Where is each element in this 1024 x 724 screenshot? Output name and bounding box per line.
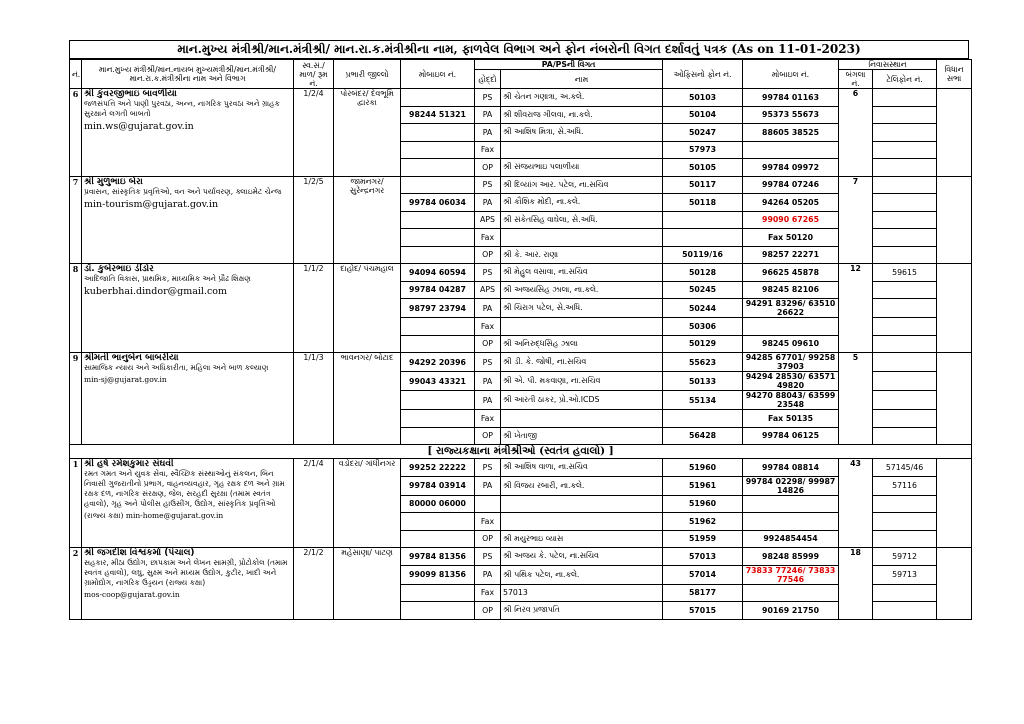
minister-mobile (401, 584, 475, 602)
pa-name: શ્રી આશિષ મિત્રા, સે.અધિ. (501, 124, 663, 142)
seat-room: 2/1/4 (294, 459, 334, 548)
pa-mobile: Fax 50120 (743, 229, 839, 247)
assembly-seat (937, 353, 972, 445)
pa-name: શ્રી દિવ્યાંગ આર. પટેલ, ના.સચિવ (501, 176, 663, 194)
pa-post: OP (475, 602, 501, 620)
pa-name: 57013 (501, 584, 663, 602)
office-phone: 51960 (663, 459, 743, 477)
minister-mobile (401, 335, 475, 353)
pa-name: શ્રી આશિષ વાળા, ના.સચિવ (501, 459, 663, 477)
seat-room: 1/2/5 (294, 176, 334, 264)
minister-cell (82, 459, 294, 548)
pa-mobile: 9924854454 (743, 530, 839, 548)
pa-post: Fax (475, 410, 501, 428)
header-name: માન.મુખ્ય મંત્રીશ્રી/માન.નાયબ મુખ્યમંત્રીશ્રી/માન.મંત્રીશ્રી/ માન.રા.ક.મંત્રીશ્રીના નામ અને વિભાગ (82, 60, 294, 89)
pa-mobile (743, 495, 839, 513)
pa-post: Fax (475, 513, 501, 531)
pa-name: શ્રી કે. આર. રાણા (501, 246, 663, 264)
residence-telephone (873, 159, 937, 177)
minister-name: શ્રી મુળુભાઇ બેરા (84, 176, 143, 187)
pa-mobile: 99784 08814 (743, 459, 839, 477)
pa-post: PS (475, 548, 501, 566)
pa-post: APS (475, 281, 501, 299)
seat-room: 1/2/4 (294, 89, 334, 177)
minister-mobile (401, 318, 475, 336)
minister-mobile (401, 391, 475, 410)
residence-telephone (873, 281, 937, 299)
minister-mobile: 99784 04287 (401, 281, 475, 299)
pa-name: શ્રી અજય કે. પટેલ, ના.સચિવ (501, 548, 663, 566)
minister-mobile (401, 246, 475, 264)
residence-telephone (873, 89, 937, 107)
pa-post: PA (475, 565, 501, 584)
pa-post: PS (475, 89, 501, 107)
assembly-seat (937, 548, 972, 620)
header-pa-mobile: મોબાઇલ નં. (743, 60, 839, 89)
pa-post (475, 495, 501, 513)
bungalow-number: 5 (839, 353, 873, 445)
header-post: હોદ્દો (475, 70, 501, 89)
minister-email: min-sj@gujarat.gov.in (84, 375, 167, 384)
minister-mobile (401, 211, 475, 229)
minister-department: સામાજિક ન્યાય અને અધિકારીતા, મહિલા અને બાળ કલ્યાણ (84, 363, 269, 372)
pa-name: શ્રી સંકેતસિંહ વાઘેલા, સે.અધિ. (501, 211, 663, 229)
assembly-seat (937, 89, 972, 177)
office-phone: 50118 (663, 194, 743, 212)
pa-post: OP (475, 427, 501, 445)
minister-email: mos-coop@gujarat.gov.in (84, 590, 180, 599)
minister-mobile: 99252 22222 (401, 459, 475, 477)
minister-department: પ્રવાસન, સાંસ્કૃતિક પ્રવૃત્તિઓ, વન અને પર્યાવરણ, ક્લાઇમેટ ચેન્જ (84, 186, 282, 196)
residence-telephone (873, 391, 937, 410)
header-pa-name: નામ (501, 70, 663, 89)
assembly-seat (937, 264, 972, 353)
minister-mobile: 94292 20396 (401, 353, 475, 372)
pa-mobile: 98245 82106 (743, 281, 839, 299)
minister-cell (82, 89, 294, 177)
residence-telephone: 57145/46 (873, 459, 937, 477)
minister-cell (82, 264, 294, 353)
office-phone: 57015 (663, 602, 743, 620)
header-residence: નિવાસસ્થાન (839, 60, 937, 70)
minister-number: 7 (70, 176, 82, 264)
pa-name: શ્રી ડી. કે. જોષી, ના.સચિવ (501, 353, 663, 372)
assembly-seat (937, 459, 972, 548)
pa-mobile: 94294 28530/ 63571 49820 (743, 372, 839, 391)
section-heading-row (70, 445, 972, 459)
minister-name: શ્રી કુંવરજીભાઇ બાવળીયા (84, 89, 177, 99)
pa-post: APS (475, 211, 501, 229)
minister-mobile (401, 427, 475, 445)
pa-name: શ્રી પથિક પટેલ, ના.કલે. (501, 565, 663, 584)
table-row (70, 459, 972, 477)
pa-name: શ્રી આરતી ઠાકર, પ્રો.ઓ.ICDS (501, 391, 663, 410)
office-phone: 50103 (663, 89, 743, 107)
minister-name: શ્રીમતી ભાનુબેન બાબરીયા (84, 353, 179, 363)
office-phone: 50117 (663, 176, 743, 194)
residence-telephone (873, 410, 937, 428)
minister-mobile: 99784 03914 (401, 476, 475, 495)
residence-telephone (873, 141, 937, 159)
pa-post: PA (475, 106, 501, 124)
minister-email: (રાજ્ય કક્ષા) min-home@gujarat.gov.in (84, 511, 224, 520)
pa-mobile: 99784 07246 (743, 176, 839, 194)
residence-telephone (873, 176, 937, 194)
office-phone: 51962 (663, 513, 743, 531)
header-assembly: વિધાન સભા (937, 60, 972, 89)
pa-mobile: 98248 85999 (743, 548, 839, 566)
minister-number: 8 (70, 264, 82, 353)
minister-department: આદિજાતિ વિકાસ, પ્રાથમિક, માધ્યમિક અને પ્રૌઢ શિક્ષણ (84, 274, 251, 283)
minister-number: 6 (70, 89, 82, 177)
pa-post: PA (475, 124, 501, 142)
pa-post: PA (475, 299, 501, 318)
residence-telephone (873, 229, 937, 247)
pa-name: શ્રી એ. પી. મકવાણા, ના.સચિવ (501, 372, 663, 391)
pa-name (501, 229, 663, 247)
minister-mobile (401, 229, 475, 247)
seat-room: 1/1/2 (294, 264, 334, 353)
header-bungalow: બંગલા નં. (839, 70, 873, 89)
office-phone (663, 410, 743, 428)
pa-post: OP (475, 530, 501, 548)
minister-name: શ્રી હર્ષ રમેશકુમાર સંઘવી (84, 459, 174, 469)
pa-mobile: 73833 77246/ 73833 77546 (743, 565, 839, 584)
table-body (70, 89, 972, 620)
pa-mobile: 98257 22271 (743, 246, 839, 264)
minister-department: રમત ગમત અને યુવક સેવા, સ્વૈચ્છિક સંસ્થાઓનું સંકલન, બિન નિવાસી ગુજરાતીનો પ્રભાગ, વાહનવ્યવહાર, ગૃહ રક્ષક દળ અને ગ્રામ રક્ષક દળ, નાગરિક સંરક્ષણ, જેલ, સરહદી સુરક્ષા (તમામ સ્વતંત્ર હવાલો), ગૃહ અને પોલીસ હાઉસીંગ, ઉદ્યોગ, સાંસ્કૃતિક પ્રવૃત્તિઓ (84, 469, 285, 508)
bungalow-number: 12 (839, 264, 873, 353)
pa-mobile: Fax 50135 (743, 410, 839, 428)
office-phone: 51959 (663, 530, 743, 548)
pa-post: OP (475, 159, 501, 177)
header-seat: સ્વ.સં./ માળ/ રૂમ નં. (294, 60, 334, 89)
residence-telephone: 59712 (873, 548, 937, 566)
pa-name: શ્રી કૌશિક મોદી, ના.કલે. (501, 194, 663, 212)
pa-post: Fax (475, 141, 501, 159)
pa-mobile: 95373 55673 (743, 106, 839, 124)
pa-post: OP (475, 246, 501, 264)
minister-email: kuberbhai.dindor@gmail.com (84, 286, 228, 297)
office-phone: 50104 (663, 106, 743, 124)
bungalow-number: 6 (839, 89, 873, 177)
pa-post: PS (475, 176, 501, 194)
minister-mobile (401, 124, 475, 142)
minister-cell (82, 176, 294, 264)
pa-name: શ્રી શીવરાજ ગીલવા, ના.કલે. (501, 106, 663, 124)
pa-mobile: 99784 09972 (743, 159, 839, 177)
pa-mobile: 99090 67265 (743, 211, 839, 229)
pa-post: OP (475, 335, 501, 353)
pa-name: શ્રી વિજય રબારી, ના.કલે. (501, 476, 663, 495)
seat-room: 1/1/3 (294, 353, 334, 445)
residence-telephone (873, 124, 937, 142)
minister-number: 9 (70, 353, 82, 445)
minister-mobile (401, 410, 475, 428)
minister-mobile (401, 141, 475, 159)
pa-mobile: 94291 83296/ 63510 26622 (743, 299, 839, 318)
minister-number: 1 (70, 459, 82, 548)
minister-mobile: 99784 81356 (401, 548, 475, 566)
document-title: માન.મુખ્ય મંત્રીશ્રી/માન.મંત્રીશ્રી/ માન.રા.ક.મંત્રીશ્રીના નામ, ફાળવેલ વિભાગ અને ફોન નંબરોની વિગત દર્શાવતું પત્રક (As on 11-01-2023) (69, 40, 969, 59)
pa-name: શ્રી ચિરાગ પટેલ, સે.અધિ. (501, 299, 663, 318)
header-district: પ્રભારી જીલ્લો (334, 60, 401, 89)
office-phone: 50244 (663, 299, 743, 318)
residence-telephone (873, 513, 937, 531)
pa-name: શ્રી મેહુલ વસાવા, ના.સચિવ (501, 264, 663, 282)
pa-name (501, 513, 663, 531)
office-phone: 57014 (663, 565, 743, 584)
minister-mobile (401, 159, 475, 177)
office-phone: 50306 (663, 318, 743, 336)
office-phone: 50247 (663, 124, 743, 142)
pa-mobile: 88605 38525 (743, 124, 839, 142)
pa-post: PS (475, 459, 501, 477)
office-phone (663, 229, 743, 247)
residence-telephone (873, 584, 937, 602)
residence-telephone (873, 353, 937, 372)
pa-name: શ્રી મયુરભાઇ વ્યાસ (501, 530, 663, 548)
header-pa-group: PA/PSની વિગત (475, 60, 663, 70)
pa-name: શ્રી નિરવ પ્રજાપતિ (501, 602, 663, 620)
minister-mobile: 80000 06000 (401, 495, 475, 513)
residence-telephone (873, 335, 937, 353)
table-row (70, 353, 972, 372)
office-phone: 55623 (663, 353, 743, 372)
table-row (70, 176, 972, 194)
pa-mobile (743, 584, 839, 602)
minister-mobile: 98244 51321 (401, 106, 475, 124)
residence-telephone (873, 194, 937, 212)
minister-number: 2 (70, 548, 82, 620)
charge-district: દાહોદ/ પંચમહાલ (334, 264, 401, 353)
minister-mobile: 94094 60594 (401, 264, 475, 282)
minister-email: min-tourism@gujarat.gov.in (84, 198, 219, 210)
charge-district: ભાવનગર/ બોટાદ (334, 353, 401, 445)
office-phone: 50133 (663, 372, 743, 391)
pa-name (501, 141, 663, 159)
pa-post: PA (475, 391, 501, 410)
pa-mobile: 94270 88043/ 63599 23548 (743, 391, 839, 410)
pa-mobile: 96625 45878 (743, 264, 839, 282)
pa-name: શ્રી અજયસિંહ ઝાલા, ના.કલે. (501, 281, 663, 299)
header-no: નં. (70, 60, 82, 89)
header-mobile: મોબાઇલ નં. (401, 60, 475, 89)
pa-mobile: 99784 02298/ 99987 14826 (743, 476, 839, 495)
pa-mobile (743, 141, 839, 159)
residence-telephone (873, 106, 937, 124)
minister-mobile (401, 530, 475, 548)
pa-post: Fax (475, 229, 501, 247)
pa-name (501, 495, 663, 513)
pa-name: શ્રી અનિરુદ્ધસિંહ ઝાલા (501, 335, 663, 353)
pa-mobile: 99784 06125 (743, 427, 839, 445)
header-office-phone: ઓફિસનો ફોન નં. (663, 60, 743, 89)
pa-mobile: 99784 01163 (743, 89, 839, 107)
pa-name: શ્રી સંજયભાઇ પલાળીયા (501, 159, 663, 177)
charge-district: મહેસાણા/ પાટણ (334, 548, 401, 620)
pa-mobile: 98245 09610 (743, 335, 839, 353)
residence-telephone (873, 299, 937, 318)
residence-telephone: 57116 (873, 476, 937, 495)
minister-mobile: 99043 43321 (401, 372, 475, 391)
pa-mobile: 94264 05205 (743, 194, 839, 212)
pa-name: શ્રી ચેતન ગણાત્રા, અ.કલે. (501, 89, 663, 107)
minister-cell (82, 548, 294, 620)
minister-mobile (401, 602, 475, 620)
pa-post: PS (475, 353, 501, 372)
pa-post: Fax (475, 318, 501, 336)
residence-telephone (873, 372, 937, 391)
bungalow-number: 18 (839, 548, 873, 620)
table-row (70, 548, 972, 566)
minister-email: min.ws@gujarat.gov.in (84, 121, 194, 132)
minister-department: સહકાર, મીઠા ઉદ્યોગ, છાપકામ અને લેખન સામગ્રી, પ્રોટોકોલ (તમામ સ્વતંત્ર હવાલો), લઘુ, સુક્ષ્મ અને મધ્યમ ઉદ્યોગ, કુટીર, ખાદી અને ગ્રામોદ્યોગ, નાગરિક ઉડ્ડયન (રાજ્ય કક્ષા) (84, 558, 288, 587)
office-phone: 51961 (663, 476, 743, 495)
pa-post: Fax (475, 584, 501, 602)
pa-post: PA (475, 372, 501, 391)
table-row (70, 89, 972, 107)
residence-telephone (873, 602, 937, 620)
bungalow-number: 43 (839, 459, 873, 548)
minister-mobile: 99099 81356 (401, 565, 475, 584)
pa-post: PA (475, 194, 501, 212)
minister-name: શ્રી જગદીશ વિશ્વકર્મા (પંચાલ) (84, 548, 195, 558)
minister-mobile (401, 513, 475, 531)
pa-post: PS (475, 264, 501, 282)
office-phone: 58177 (663, 584, 743, 602)
charge-district: વડોદરા/ ગાંધીનગર (334, 459, 401, 548)
charge-district: જામનગર/ સુરેન્દ્રનગર (334, 176, 401, 264)
residence-telephone (873, 246, 937, 264)
minister-mobile: 98797 23794 (401, 299, 475, 318)
office-phone: 56428 (663, 427, 743, 445)
assembly-seat (937, 176, 972, 264)
ministers-table (69, 59, 972, 620)
office-phone: 50128 (663, 264, 743, 282)
residence-telephone (873, 427, 937, 445)
residence-telephone (873, 318, 937, 336)
minister-mobile (401, 89, 475, 107)
minister-name: ડૉ. કુબેરભાઇ ડીંડોર (84, 264, 154, 274)
pa-mobile: 90169 21750 (743, 602, 839, 620)
office-phone: 57013 (663, 548, 743, 566)
residence-telephone: 59615 (873, 264, 937, 282)
charge-district: પોરબંદર/ દેવભૂમિ દ્વારકા (334, 89, 401, 177)
residence-telephone (873, 530, 937, 548)
office-phone (663, 211, 743, 229)
office-phone: 55134 (663, 391, 743, 410)
seat-room: 2/1/2 (294, 548, 334, 620)
residence-telephone (873, 495, 937, 513)
office-phone: 50105 (663, 159, 743, 177)
table-row (70, 264, 972, 282)
office-phone: 51960 (663, 495, 743, 513)
pa-mobile (743, 318, 839, 336)
residence-telephone: 59713 (873, 565, 937, 584)
document-page (69, 40, 971, 710)
residence-telephone (873, 211, 937, 229)
pa-mobile (743, 513, 839, 531)
header-tel: ટેલિફોન નં. (873, 70, 937, 89)
pa-mobile: 94285 67701/ 99258 37903 (743, 353, 839, 372)
pa-name: શ્રી ખેતાજી (501, 427, 663, 445)
office-phone: 57973 (663, 141, 743, 159)
office-phone: 50119/16 (663, 246, 743, 264)
minister-mobile: 99784 06034 (401, 194, 475, 212)
pa-name (501, 318, 663, 336)
minister-mobile (401, 176, 475, 194)
minister-department: જળસંપત્તિ અને પાણી પુરવઠા, અન્ન, નાગરિક પુરવઠા અને ગ્રાહક સુરક્ષાને લગતી બાબતો (84, 99, 280, 118)
pa-post: PA (475, 476, 501, 495)
pa-name (501, 410, 663, 428)
bungalow-number: 7 (839, 176, 873, 264)
office-phone: 50245 (663, 281, 743, 299)
section-heading: [ રાજ્યકક્ષાના મંત્રીશ્રીઓ (સ્વતંત્ર હવાલો) ] (70, 445, 972, 459)
office-phone: 50129 (663, 335, 743, 353)
minister-cell (82, 353, 294, 445)
